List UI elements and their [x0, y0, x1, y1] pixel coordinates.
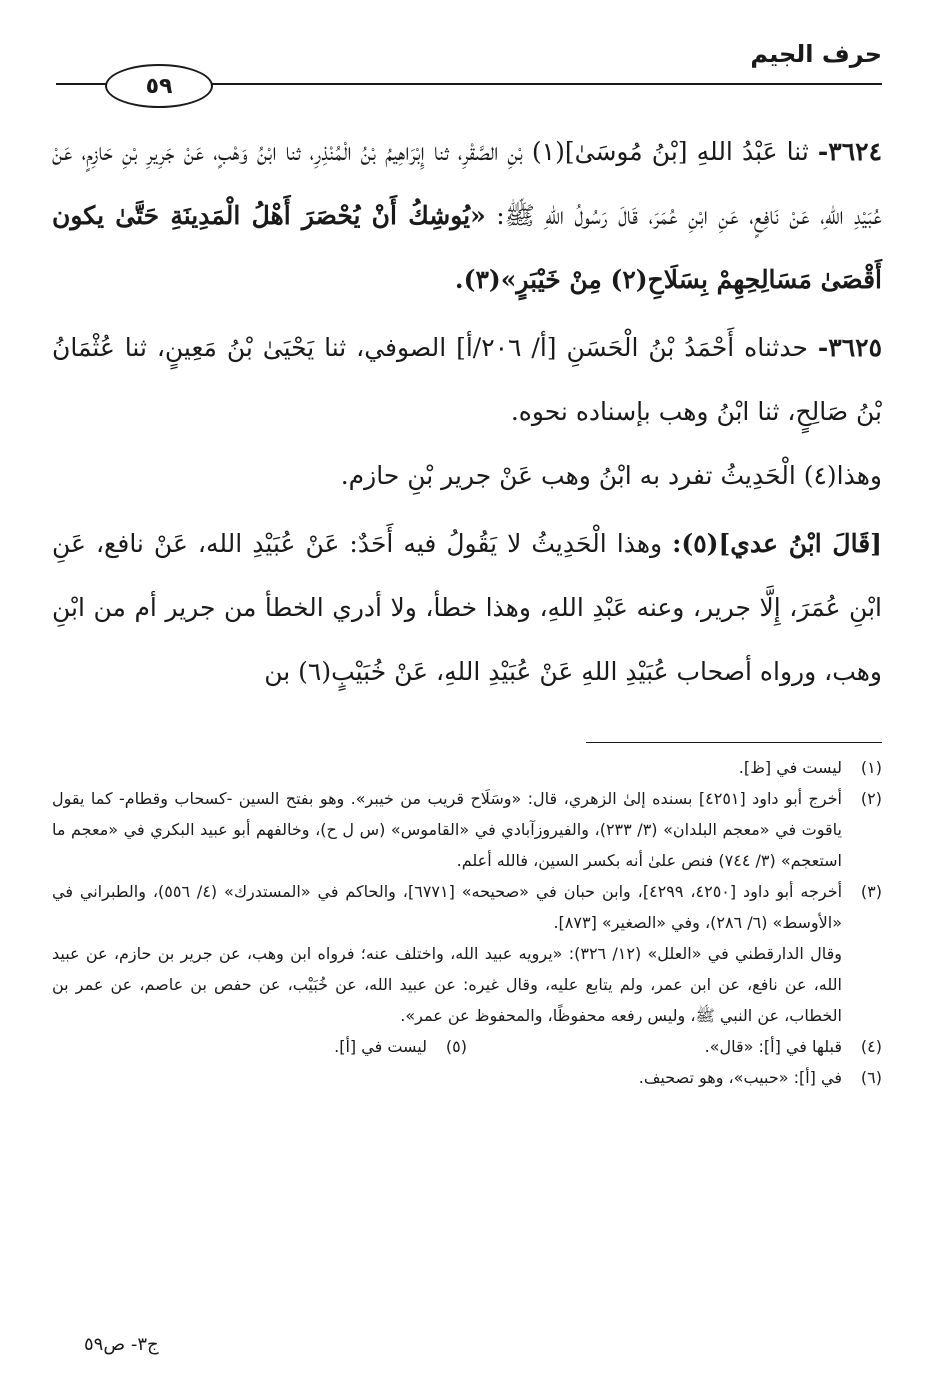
- commentary-paragraph: وهذا(٤) الْحَدِيثُ تفرد به ابْنُ وهب عَنْ جرير بْنِ حازم.: [340, 461, 882, 490]
- hadith-3625: [52, 316, 882, 444]
- hadith-isnad: ثنا عَبْدُ اللهِ [بْنُ مُوسَىٰ](١) بْنِ الصَّقْرِ، ثنا إِبْرَاهِيمُ بْنُ الْمُنْذِرِ، ثنا ابْنُ وَهْبٍ، عَنْ جَرِيرِ بْنِ حَازِمٍ، عَنْ عُبَيْدِ اللهِ، عَنْ نَافِعٍ، عَنِ ابْنِ عُمَرَ، قَالَ رَسُولُ اللهِ ﷺ:: [52, 137, 883, 230]
- footnote-text-continued: وقال الدارقطني في «العلل» (١٢/ ٣٢٦): «يرويه عبيد الله، واختلف عنه؛ فرواه ابن وهب، عن جرير بن حازم، عن عبيد الله، عن نافع، عن ابن عمر، ولم يتابع عليه، وقال غيره: عن عبيد الله، عن خُبَيْب، عن حفص بن عاصم، عن عمر بن الخطاب، عن النبي ﷺ، وليس رفعه محفوظًا، والمحفوظ عن عمر».: [52, 944, 843, 1025]
- footnote-number: (١): [860, 758, 882, 777]
- ibn-adi-paragraph: [52, 512, 882, 704]
- footnote-3: [52, 876, 882, 1031]
- main-text: [52, 120, 882, 704]
- footnote-text-block: [52, 876, 842, 1031]
- hadith-matn: «يُوشِكُ أَنْ يُحْصَرَ أَهْلُ الْمَدِينَةِ حَتَّىٰ يكون أَقْصَىٰ مَسَالِحِهِمْ بِسَلَاحِ(٢) مِنْ خَيْبَرٍ»(٣).: [52, 201, 882, 294]
- footnote-text: أخرجه أبو داود [٤٢٥٠، ٤٢٩٩]، وابن حبان في «صحيحه» [٦٧٧١]، والحاكم في «المستدرك» (٤/ ٥٥٦)، والطبراني في «الأوسط» (٦/ ٢٨٦)، وفي «الصغير» [٨٧٣].: [52, 882, 843, 932]
- footnote-number: (٣): [860, 882, 882, 901]
- hadith-number: ٣٦٢٤-: [817, 137, 882, 166]
- footnote-6: [52, 1062, 882, 1093]
- hadith-isnad: حدثناه أَحْمَدُ بْنُ الْحَسَنِ [أ/ ٢٠٦/أ] الصوفي، ثنا يَحْيَىٰ بْنُ مَعِينٍ، ثنا عُثْمَانُ بْنُ صَالِحٍ، ثنا ابْنُ وهب بإسناده نحوه.: [52, 333, 882, 426]
- footnote-rule: [586, 742, 882, 743]
- page-number: ٥٩: [105, 64, 213, 108]
- footnote-2: [52, 783, 882, 876]
- footnote-text: ليست في [ظ].: [738, 758, 842, 777]
- hadith-3624: [52, 120, 882, 312]
- footnote-number: (٥): [445, 1037, 467, 1056]
- footnote-4: [467, 1031, 882, 1062]
- footnote-5: [52, 1031, 467, 1062]
- footnote-1: [52, 752, 882, 783]
- hadith-number: ٣٦٢٥-: [817, 333, 882, 362]
- ibn-adi-lead: [قَالَ ابْنُ عدي](٥):: [672, 529, 882, 558]
- ibn-adi-text: وهذا الْحَدِيثُ لا يَقُولُ فيه أَحَدٌ: عَنْ عُبَيْدِ الله، عَنْ نافع، عَنِ ابْنِ عُمَرَ، إِلَّا جرير، وعنه عَبْدِ اللهِ، وهذا خطأ، ولا أدري الخطأ من جرير أم من ابْنِ وهب، ورواه أصحاب عُبَيْدِ اللهِ عَنْ عُبَيْدِ اللهِ، عَنْ خُبَيْبٍ(٦) بن: [52, 529, 882, 686]
- footnote-text: ليست في [أ].: [334, 1037, 427, 1056]
- footnote-number: (٦): [860, 1068, 882, 1087]
- chapter-title: حرف الجيم: [750, 40, 882, 68]
- footnote-row-4-5: [52, 1031, 882, 1062]
- footnote-text: أخرج أبو داود [٤٢٥١] بسنده إلىٰ الزهري، قال: «وسَلَاح قريب من خيبر». وهو بفتح السين -كسحاب وقطام- كما يقول ياقوت في «معجم البلدان» (٣/ ٢٣٣)، والفيروزآبادي في «القاموس» (س ل ح)، وخالفهم أبو عبيد البكري في «معجم ما استعجم» (٣/ ٧٤٤) فنص علىٰ أنه بكسر السين، فالله أعلم.: [52, 789, 843, 870]
- volume-page-reference: ج٣- ص٥٩: [84, 1334, 159, 1355]
- footnote-text: قبلها في [أ]: «قال».: [704, 1037, 842, 1056]
- footnote-text: في [أ]: «حبيب»، وهو تصحيف.: [638, 1068, 842, 1087]
- footnotes: [52, 752, 882, 1093]
- footnote-number: (٢): [860, 789, 882, 808]
- footnote-number: (٤): [860, 1037, 882, 1056]
